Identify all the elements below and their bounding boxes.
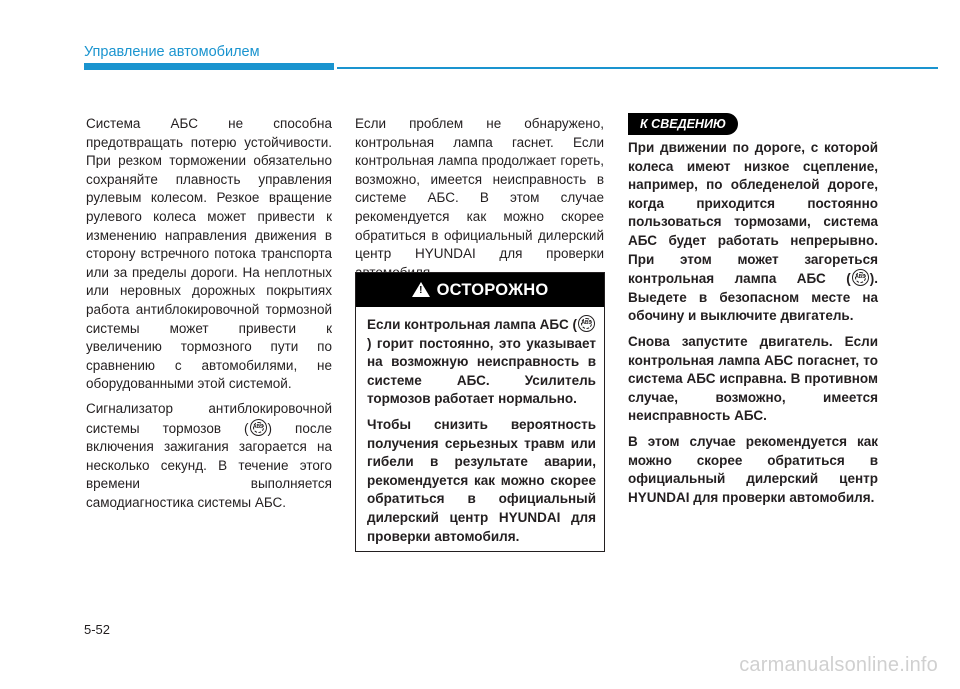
text-fragment: Сигнализатор антиблокировочной системы тормозов ( [86, 400, 332, 436]
info-tag: К СВЕДЕНИЮ [628, 113, 738, 135]
header-rule-thick [84, 63, 334, 70]
caution-body [356, 307, 604, 546]
info-paragraph-2: Снова запустите двигатель. Если контрольная лампа АБС погаснет, то система АБС исправна. В противном случае, возможно, имеется неисправность АБС. [628, 333, 878, 424]
lamp-off-paragraph: Если проблем не обнаружено, контрольная лампа гаснет. Если контрольная лампа продолжает гореть, возможно, имеется неисправность в системе АБС. В этом случае рекомендуется как можно скорее обратиться в официальный дилерский центр HYUNDAI для проверки [355, 116, 604, 262]
caution-paragraph-1: Если контрольная лампа АБС ( ABS ) горит постоянно, это указывает на возможную неисправность в системе АБС. Усилитель тормозов работает нормально. [367, 317, 596, 407]
abs-warning-icon: ABS [578, 315, 595, 332]
info-paragraph-1: При движении по дороге, с которой колеса имеют низкое сцепление, например, по обледенелой дороге, когда приходится постоянно пользоваться тормозами, система АБС будет работать непрерывно. При этом может загореться контрольная лампа АБС ( ABS ). Выедете в безопасном месте на обочину и выключите двигатель. [628, 140, 878, 324]
info-paragraph-3: В этом случае рекомендуется как можно скорее обратиться в официальный дилерский центр HYUNDAI для проверки автомобиля. [628, 433, 878, 505]
page-number: 5-52 [84, 622, 111, 637]
warning-triangle-icon: ! [412, 282, 430, 297]
abs-indicator-paragraph [86, 400, 332, 513]
abs-warning-icon: ABS [250, 419, 267, 436]
caution-paragraph-2: Чтобы снизить вероятность получения серьезных травм или гибели в результате аварии, рекомендуется как можно скорее обратиться в официальный дилерский центр HYUNDAI для проверки автомобиля. [367, 416, 596, 544]
caution-box [355, 272, 605, 552]
section-title: Управление автомобилем [84, 44, 260, 60]
column-right-info [628, 139, 878, 514]
column-middle [355, 115, 604, 288]
header-rule-thin [337, 67, 938, 69]
abs-warning-icon: ABS [852, 269, 869, 286]
caution-heading: ! ОСТОРОЖНО [356, 273, 604, 307]
abs-stability-paragraph: Система АБС не способна предотвращать потерю устойчивости. При резком торможении обязательно сохраняйте плавность управления рулевым колесом. Резкое вращение рулевого колеса может привести к изменению направления движения в сторону встречного потока транспорта или за пределы дороги. На неплотных или неровных дорожных покрытиях работа антиблокировочной тормозной системы может привести к увеличению тормозного пути по сравнению с автомобилями, не оборудованными этой системой. [86, 116, 332, 392]
text-fragment: ) после включения зажигания загорается на несколько секунд. В течение этого времени выполняется самодиагностика системы АБС. [86, 420, 333, 510]
watermark: carmanualsonline.info [739, 654, 938, 676]
column-left [86, 115, 332, 518]
